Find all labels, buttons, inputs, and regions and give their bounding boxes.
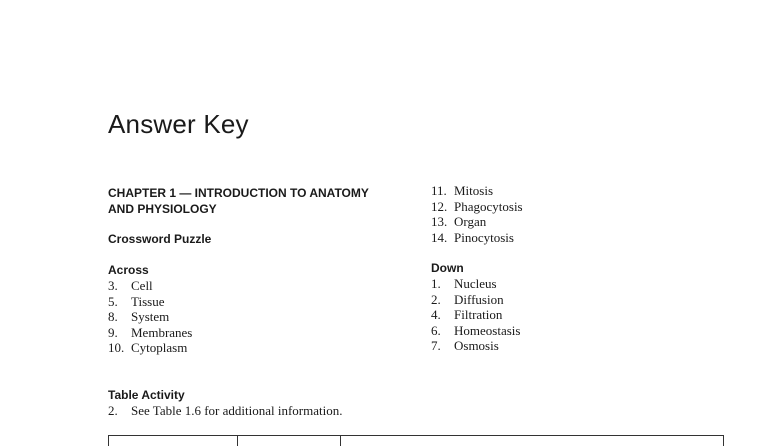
clue-answer: Membranes [131, 324, 193, 340]
clue-number: 13. [431, 214, 448, 229]
list-item [431, 214, 523, 230]
clue-answer: Osmosis [454, 338, 499, 353]
page-title: Answer Key [108, 109, 249, 139]
note-number: 2. [108, 403, 118, 418]
down-list [431, 276, 520, 354]
clue-number: 8. [108, 309, 118, 324]
across-list [108, 278, 192, 356]
list-item [431, 292, 520, 308]
clue-number: 7. [431, 338, 441, 353]
clue-number: 10. [108, 340, 125, 355]
clue-answer: Pinocytosis [454, 229, 514, 245]
clue-number: 5. [108, 293, 118, 309]
clue-number: 3. [108, 278, 118, 293]
clue-answer: Nucleus [454, 276, 497, 291]
clue-answer: Organ [454, 214, 487, 229]
down-label: Down [431, 261, 464, 275]
table-activity-note [108, 403, 343, 419]
clue-answer: Homeostasis [454, 322, 521, 338]
clue-answer: Filtration [454, 307, 503, 322]
down-section [431, 260, 520, 354]
list-item [431, 230, 523, 246]
clue-number: 1. [431, 276, 441, 291]
list-item [108, 325, 192, 341]
list-item [431, 276, 520, 292]
clue-answer: System [131, 309, 170, 324]
table-column-divider [237, 436, 238, 446]
clue-number: 9. [108, 324, 118, 340]
clue-answer: Cell [131, 278, 153, 293]
clue-answer: Diffusion [454, 291, 504, 307]
list-item [431, 338, 520, 354]
clue-answer: Tissue [131, 293, 165, 309]
clue-number: 2. [431, 291, 441, 307]
clue-number: 12. [431, 198, 448, 214]
list-item [108, 309, 192, 325]
table-activity-section [108, 387, 343, 419]
across-label: Across [108, 263, 149, 277]
across-section [108, 262, 192, 356]
table-column-divider [340, 436, 341, 446]
note-text: See Table 1.6 for additional information. [131, 403, 343, 418]
clue-answer: Phagocytosis [454, 198, 523, 214]
chapter-heading [108, 185, 408, 217]
list-item [431, 323, 520, 339]
list-item [431, 199, 523, 215]
chapter-heading-line2: AND PHYSIOLOGY [108, 202, 217, 216]
across-list-continued [431, 183, 523, 245]
clue-answer: Cytoplasm [131, 340, 188, 355]
across-section-continued [431, 183, 523, 245]
list-item [108, 278, 192, 294]
crossword-puzzle-heading: Crossword Puzzle [108, 232, 212, 246]
clue-number: 14. [431, 229, 448, 245]
clue-number: 11. [431, 183, 447, 198]
table-activity-heading: Table Activity [108, 388, 185, 402]
list-item [108, 340, 192, 356]
clue-answer: Mitosis [454, 183, 494, 198]
list-item [431, 307, 520, 323]
list-item [108, 294, 192, 310]
chapter-heading-line1: CHAPTER 1 — INTRODUCTION TO ANATOMY [108, 186, 369, 200]
clue-number: 6. [431, 322, 441, 338]
list-item [431, 183, 523, 199]
clue-number: 4. [431, 307, 441, 322]
